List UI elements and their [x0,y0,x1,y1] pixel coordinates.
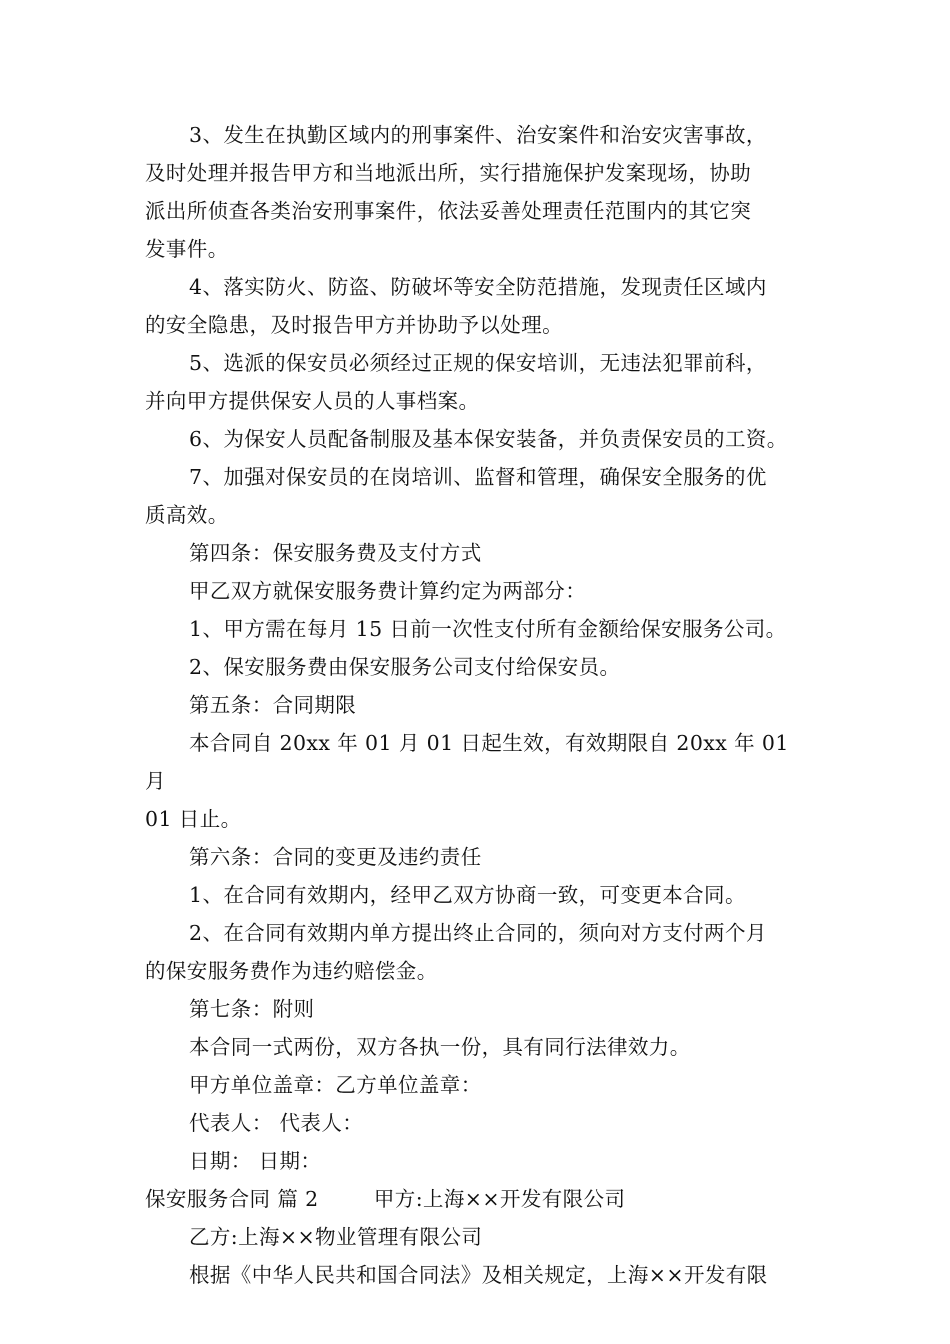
paragraph-line: 乙方:上海××物业管理有限公司 [189,1225,483,1249]
paragraph-line: 第五条：合同期限 [189,693,357,717]
document-paragraph [145,1218,815,1256]
document-paragraph [145,572,815,610]
paragraph-line: 2、保安服务费由保安服务公司支付给保安员。 [189,655,621,679]
document-paragraph [145,914,815,990]
paragraph-line: 质高效。 [145,503,229,527]
document-paragraph [145,268,815,344]
document-paragraph [145,1028,815,1066]
paragraph-line: 发事件。 [145,237,229,261]
document-paragraph [145,420,815,458]
paragraph-line: 3、发生在执勤区域内的刑事案件、治安案件和治安灾害事故， [189,123,767,147]
document-paragraph [145,1142,815,1180]
paragraph-line: 甲乙双方就保安服务费计算约定为两部分： [189,579,587,603]
paragraph-line: 7、加强对保安员的在岗培训、监督和管理，确保安全服务的优 [189,465,767,489]
document-paragraph [145,990,815,1028]
document-paragraph [145,648,815,686]
document-paragraph [145,116,815,268]
document-paragraph [145,1104,815,1142]
paragraph-line: 第四条：保安服务费及支付方式 [189,541,482,565]
paragraph-line: 保安服务合同 篇 2 甲方:上海××开发有限公司 [145,1187,626,1211]
paragraph-line: 甲方单位盖章：乙方单位盖章： [189,1073,482,1097]
paragraph-line: 本合同一式两份，双方各执一份，具有同行法律效力。 [189,1035,691,1059]
paragraph-line: 5、选派的保安员必须经过正规的保安培训，无违法犯罪前科， [189,351,767,375]
document-paragraph [145,876,815,914]
paragraph-line: 第六条：合同的变更及违约责任 [189,845,482,869]
document-paragraph [145,610,815,648]
paragraph-line: 4、落实防火、防盗、防破坏等安全防范措施，发现责任区域内 [189,275,767,299]
document-paragraph [145,1066,815,1104]
paragraph-line: 日期： 日期： [189,1149,322,1173]
document-paragraph [145,344,815,420]
paragraph-line: 第七条：附则 [189,997,315,1021]
paragraph-line: 及时处理并报告甲方和当地派出所，实行措施保护发案现场，协助 [145,161,752,185]
document-paragraph [145,686,815,724]
document-paragraph [145,458,815,534]
document-paragraph [145,838,815,876]
document-body [145,116,815,1294]
paragraph-line: 01 日止。 [145,807,242,831]
paragraph-line: 1、甲方需在每月 15 日前一次性支付所有金额给保安服务公司。 [189,617,787,641]
document-paragraph [145,1180,815,1218]
paragraph-line: 1、在合同有效期内，经甲乙双方协商一致，可变更本合同。 [189,883,746,907]
document-paragraph [145,534,815,572]
paragraph-line: 2、在合同有效期内单方提出终止合同的，须向对方支付两个月 [189,921,767,945]
paragraph-line: 6、为保安人员配备制服及基本保安装备，并负责保安员的工资。 [189,427,788,451]
paragraph-line: 代表人： 代表人： [189,1111,364,1135]
paragraph-line: 并向甲方提供保安人员的人事档案。 [145,389,480,413]
paragraph-line: 的安全隐患，及时报告甲方并协助予以处理。 [145,313,563,337]
document-paragraph [145,1256,815,1294]
paragraph-line: 根据《中华人民共和国合同法》及相关规定，上海××开发有限 [189,1263,768,1287]
document-paragraph [145,724,815,838]
paragraph-line: 的保安服务费作为违约赔偿金。 [145,959,438,983]
paragraph-line: 派出所侦查各类治安刑事案件，依法妥善处理责任范围内的其它突 [145,199,752,223]
paragraph-line: 本合同自 20xx 年 01 月 01 日起生效，有效期限自 20xx 年 01 月 [145,731,796,793]
